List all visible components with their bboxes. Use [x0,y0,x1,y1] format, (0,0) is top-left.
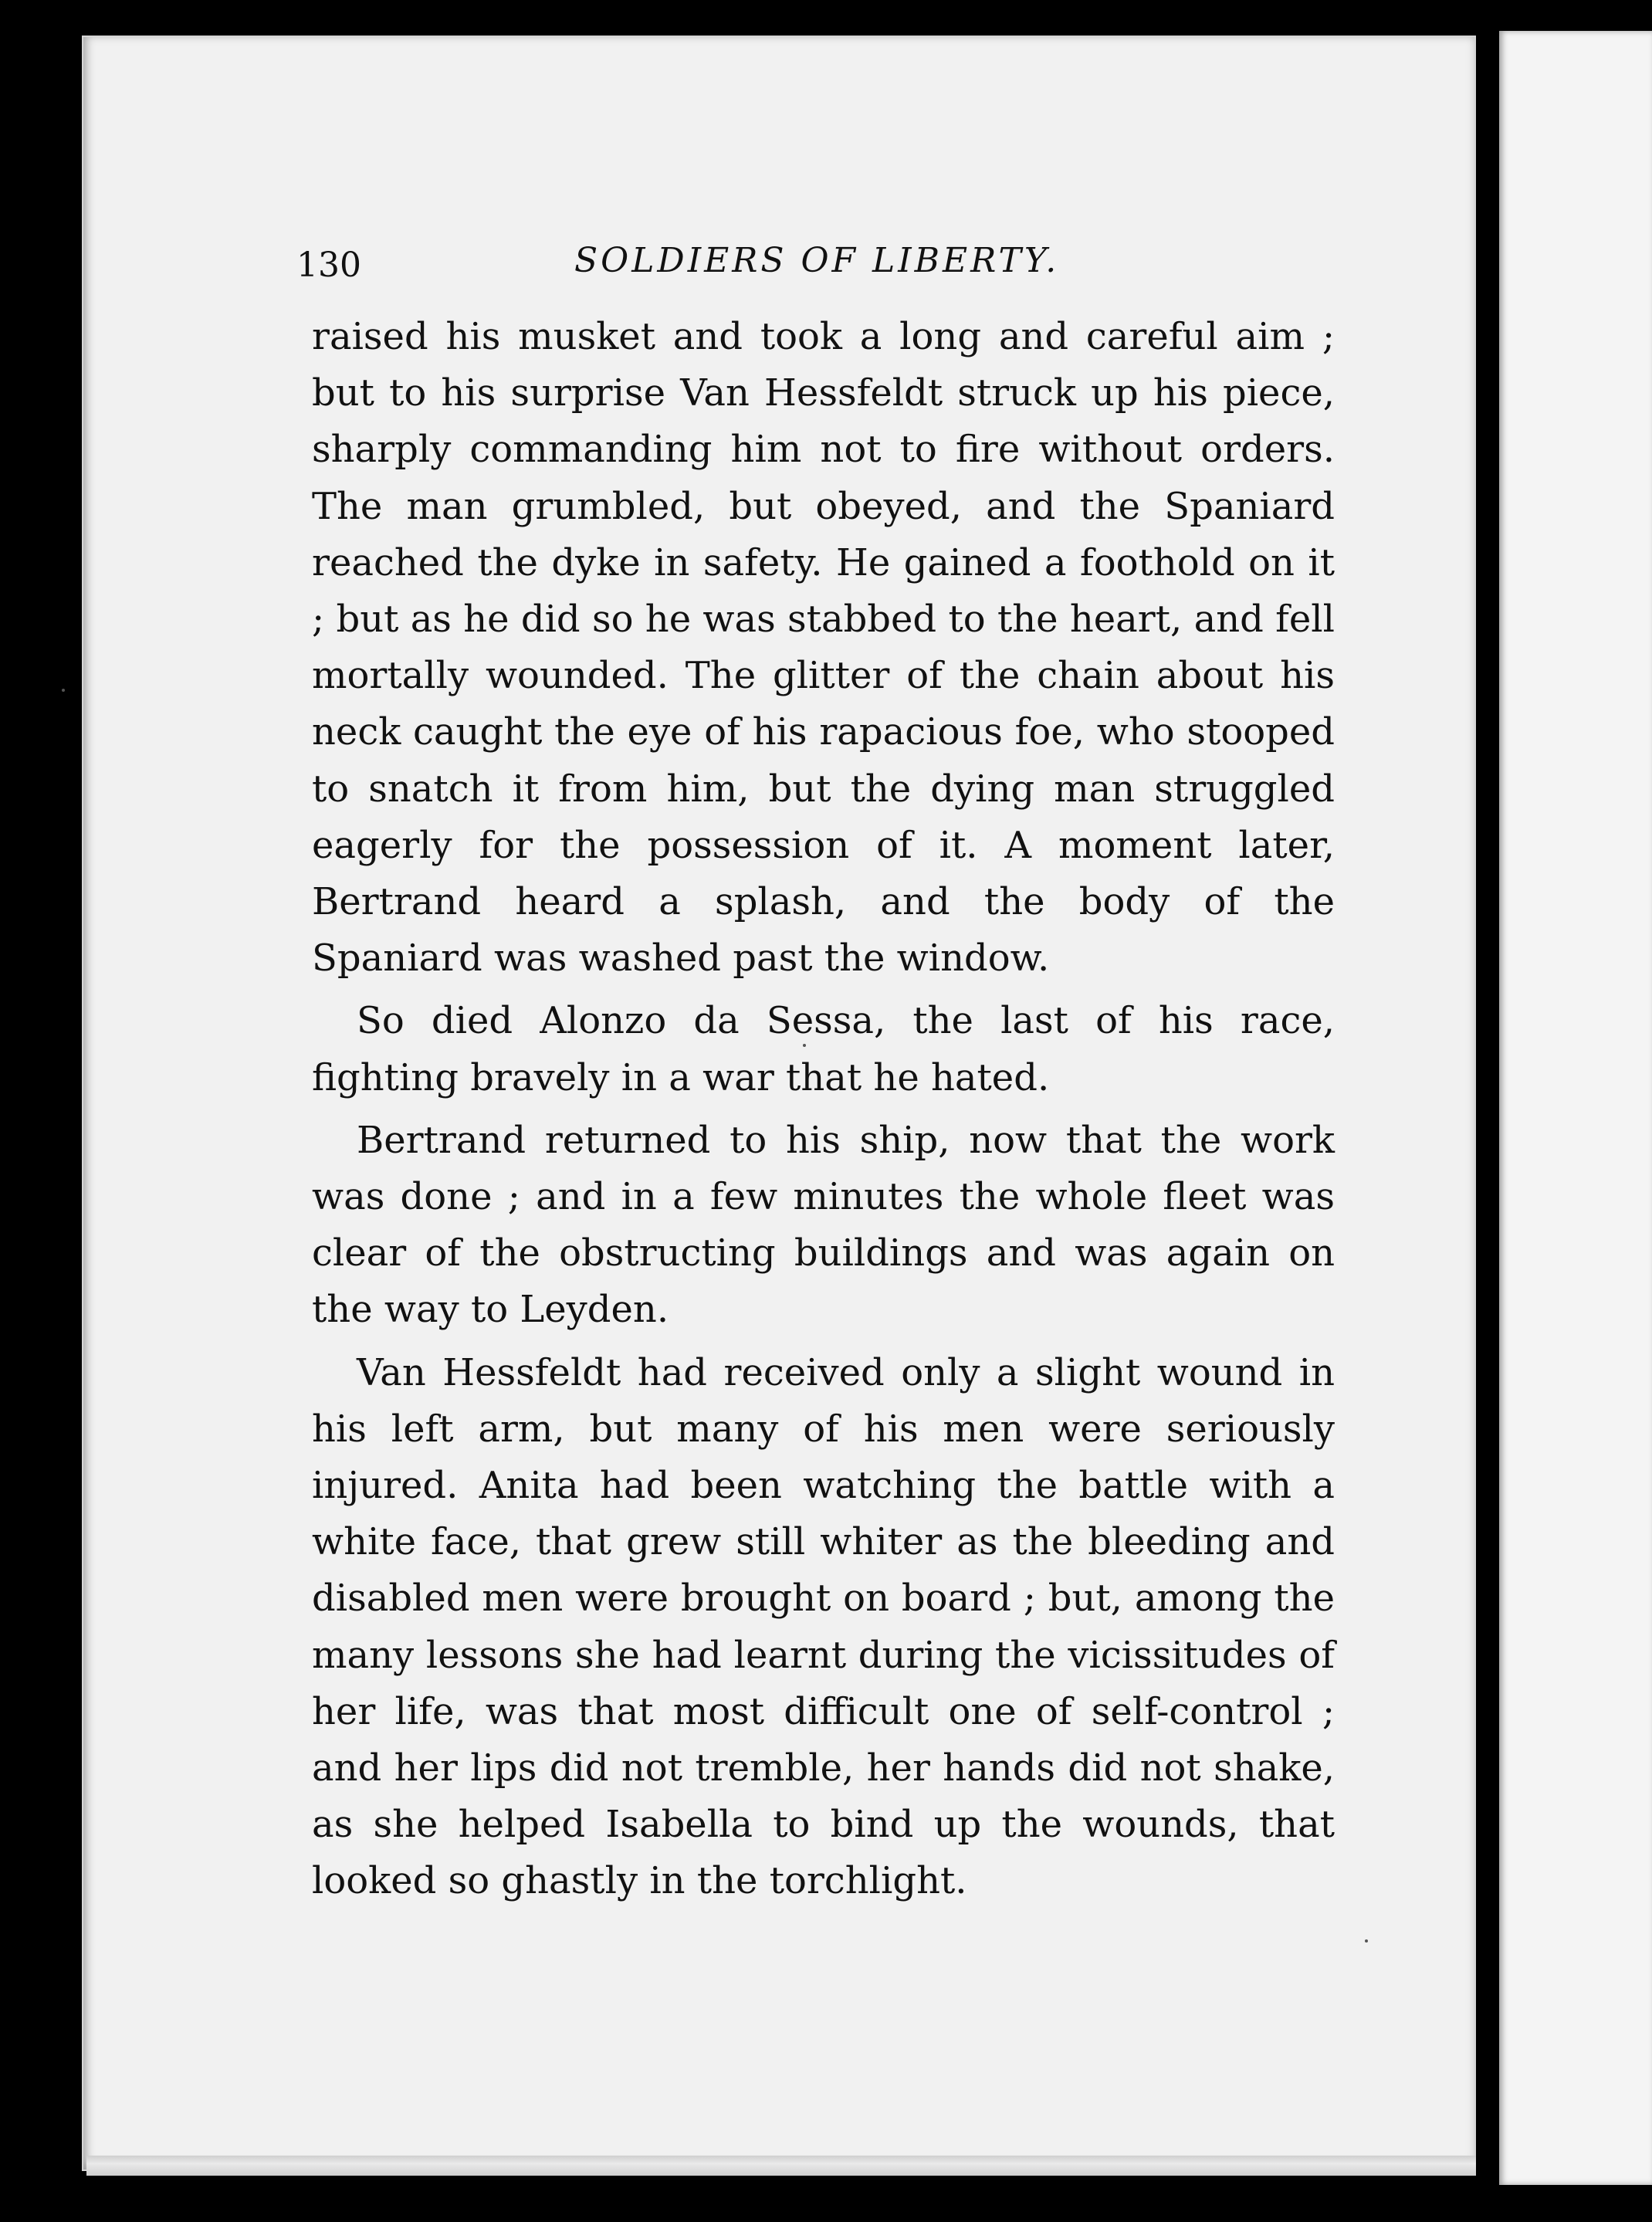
running-head: SOLDIERS OF LIBERTY. [574,241,1060,280]
facing-page [1499,31,1652,2185]
body-text [312,309,1335,1916]
paragraph: raised his musket and took a long and careful aim ; but to his surprise Van Hessfeldt struck up his piece, sharply commanding him not to fire without orders. The man grumbled, but obeyed, and the Spaniard reached the dyke in safety. He gained a foothold on it ; but as he did so he was stabbed to the heart, and fell mortally wounded. The glitter of the chain about his neck caught the eye of his rapacious foe, who stooped to snatch it from him, but the dying man struggled eagerly for the possession of it. A moment later, Bertrand heard a splash, and the body of the Spaniard was washed past the window. [312,315,1335,981]
book-gutter [1476,31,1499,2185]
paragraph: So died Alonzo da Sessa, the last of his race, fighting bravely in a war that he hated. [312,999,1335,1099]
paragraph: Bertrand returned to his ship, now that the work was done ; and in a few minutes the whole fleet was clear of the obstructing buildings and was again on the way to Leyden. [312,1118,1335,1332]
scan-speck [62,689,65,692]
scan-speck [1365,1939,1368,1943]
page-number: 130 [296,246,361,285]
page-bottom-edge [86,2156,1476,2176]
paragraph: Van Hessfeldt had received only a slight wound in his left arm, but many of his men were seriously injured. Anita had been watching the battle with a white face, that grew still whiter as the bleeding and disabled men were brought on board ; but, among the many lessons she had learnt during the vicissitudes of her life, was that most difficult one of self-control ; and her lips did not tremble, her hands did not shake, as she helped Isabella to bind up the wounds, that looked so ghastly in the torchlight. [312,1350,1335,1903]
page-header [296,241,1331,295]
